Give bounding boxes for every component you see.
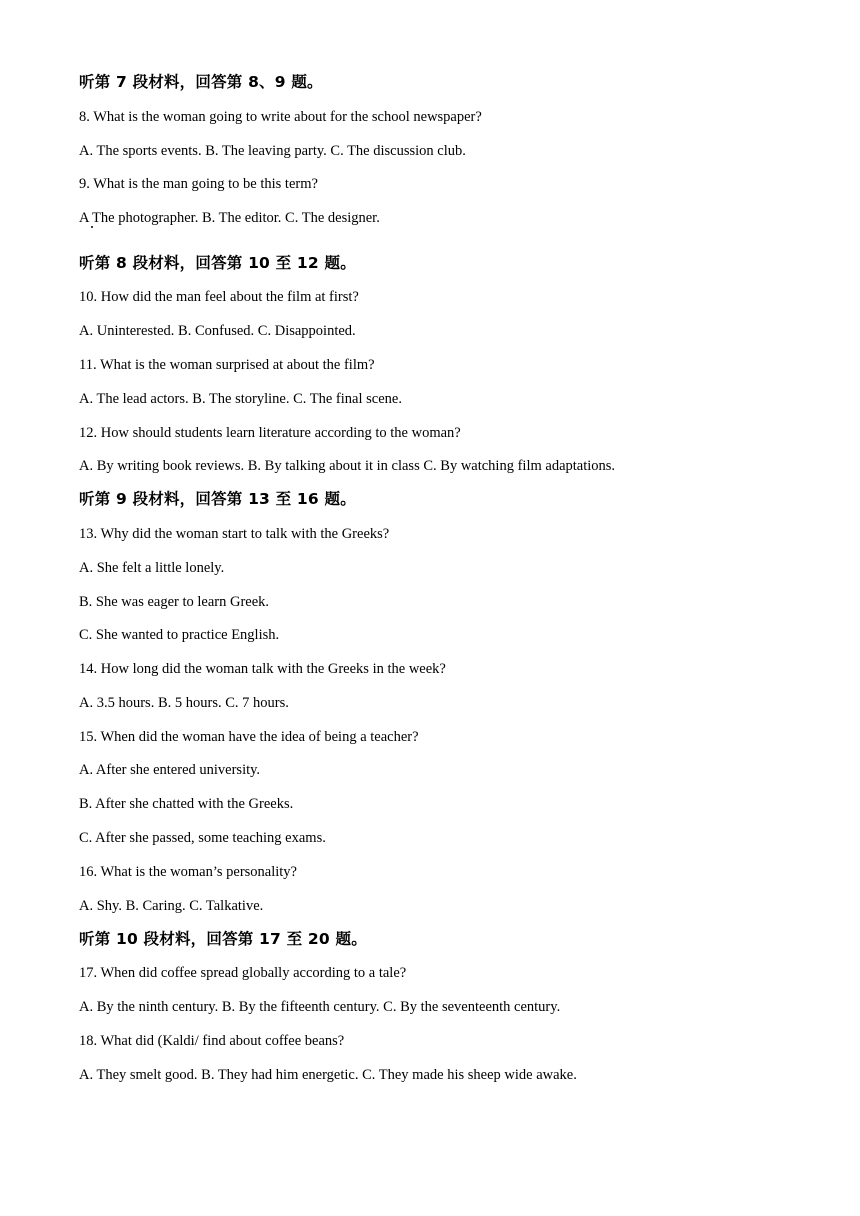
question-8: 8. What is the woman going to write about for the school newspaper?	[79, 109, 482, 125]
question-15-option-c: C. After she passed, some teaching exams.	[79, 830, 326, 846]
question-17: 17. When did coffee spread globally according to a tale?	[79, 965, 407, 981]
question-9: 9. What is the man going to be this term?	[79, 176, 318, 192]
question-13-option-b: B. She was eager to learn Greek.	[79, 594, 270, 610]
question-17-options: A. By the ninth century. B. By the fifteenth century. C. By the seventeenth century.	[79, 999, 561, 1015]
question-18: 18. What did (Kaldi/ find about coffee beans?	[79, 1033, 345, 1049]
section-heading-7: 听第 7 段材料，回答第 8、9 题。	[79, 73, 323, 91]
question-15-option-a: A. After she entered university.	[79, 762, 261, 778]
question-10-options: A. Uninterested. B. Confused. C. Disappointed.	[79, 323, 356, 339]
question-15-option-b: B. After she chatted with the Greeks.	[79, 796, 294, 812]
question-16: 16. What is the woman’s personality?	[79, 864, 297, 880]
question-12: 12. How should students learn literature according to the woman?	[79, 425, 461, 441]
question-11: 11. What is the woman surprised at about the film?	[79, 357, 375, 373]
question-10: 10. How did the man feel about the film at first?	[79, 289, 359, 305]
question-14-options: A. 3.5 hours. B. 5 hours. C. 7 hours.	[79, 695, 289, 711]
stray-mark	[91, 226, 93, 228]
question-13-option-a: A. She felt a little lonely.	[79, 560, 225, 576]
question-13: 13. Why did the woman start to talk with the Greeks?	[79, 526, 390, 542]
section-heading-8: 听第 8 段材料，回答第 10 至 12 题。	[79, 254, 356, 272]
question-14: 14. How long did the woman talk with the Greeks in the week?	[79, 661, 446, 677]
question-9-options: A The photographer. B. The editor. C. The designer.	[79, 210, 380, 226]
question-13-option-c: C. She wanted to practice English.	[79, 627, 280, 643]
section-heading-9: 听第 9 段材料，回答第 13 至 16 题。	[79, 490, 356, 508]
section-heading-10: 听第 10 段材料，回答第 17 至 20 题。	[79, 930, 367, 948]
question-18-options: A. They smelt good. B. They had him energetic. C. They made his sheep wide awake.	[79, 1067, 577, 1083]
question-16-options: A. Shy. B. Caring. C. Talkative.	[79, 898, 264, 914]
question-12-options: A. By writing book reviews. B. By talking about it in class C. By watching film adaptations.	[79, 458, 616, 474]
question-8-options: A. The sports events. B. The leaving party. C. The discussion club.	[79, 143, 466, 159]
question-15: 15. When did the woman have the idea of being a teacher?	[79, 729, 419, 745]
question-11-options: A. The lead actors. B. The storyline. C. The final scene.	[79, 391, 402, 407]
